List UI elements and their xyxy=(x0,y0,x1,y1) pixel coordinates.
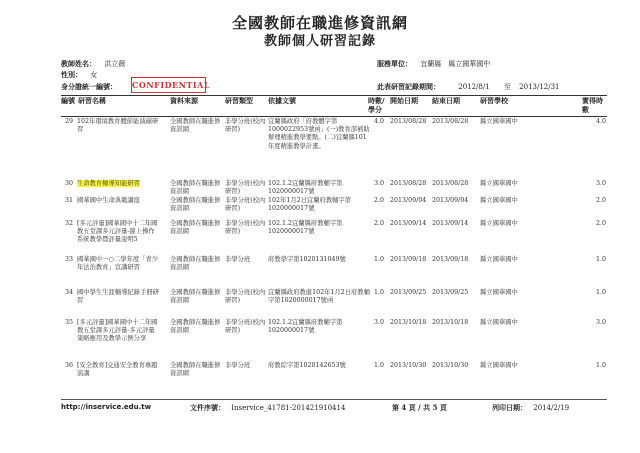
cell-end: 2013/09/25 xyxy=(432,289,469,296)
cell-doc: 府教學字第1020131049號 xyxy=(268,256,346,263)
cell-no: 34 xyxy=(64,289,73,296)
gender-value: 女 xyxy=(90,71,98,79)
cell-hours: 3.0 xyxy=(373,319,384,326)
cell-doc: 宜蘭縣政府教處102年1月2日府教輔字第1020000017號函 xyxy=(268,289,370,305)
footer-url: http://inservice.edu.tw xyxy=(61,403,152,411)
cell-no: 35 xyxy=(64,319,73,326)
col-header-name: 研習名稱 xyxy=(78,97,106,105)
cell-hours: 1.0 xyxy=(373,256,384,263)
unit-line xyxy=(377,59,490,69)
cell-hours: 2.0 xyxy=(373,220,384,227)
col-header-source: 資料來源 xyxy=(170,97,198,105)
cell-earned: 1.0 xyxy=(595,256,606,263)
cell-no: 32 xyxy=(64,220,73,227)
cell-name xyxy=(77,180,159,188)
cell-doc: 102年1月2日宜蘭府教輔字第1020000017號 xyxy=(268,197,352,213)
cell-name: 102年環境教育體節能減碳研習 xyxy=(77,118,159,134)
cell-type: 非學分班(校內研習) xyxy=(225,180,266,196)
col-header-school: 研習學校 xyxy=(480,97,508,105)
col-header-type: 研習類型 xyxy=(225,97,253,105)
cell-doc: 府教綜字第1020142653號 xyxy=(268,362,346,369)
cell-start: 2013/08/28 xyxy=(390,180,427,187)
footer-rule xyxy=(61,399,607,400)
confidential-stamp: CONFIDENTIAL xyxy=(131,77,206,93)
cell-doc: 102.1.2宜蘭縣府教輔字第1020000017號 xyxy=(268,319,343,335)
cell-type: 非學分班(校內研習) xyxy=(225,319,266,335)
cell-source: 全國教師在職進修資訊網 xyxy=(170,362,221,378)
doc-label: 文件序號： xyxy=(190,404,225,412)
period-start: 2012/8/1 xyxy=(458,83,490,91)
teacher-name: 洪立薇 xyxy=(104,60,126,68)
period-line xyxy=(377,82,560,92)
cell-school: 縣立國華國中 xyxy=(480,197,518,204)
unit-label: 服務單位： xyxy=(377,60,412,68)
col-header-earned: 實得時數 xyxy=(582,97,603,114)
cell-no: 33 xyxy=(64,256,73,263)
cell-school: 縣立國華國中 xyxy=(480,220,518,227)
cell-type: 非學分班(校內研習) xyxy=(225,289,266,305)
cell-school: 縣立國華國中 xyxy=(480,118,518,125)
col-header-end: 結束日期 xyxy=(432,97,460,105)
period-end: 2013/12/31 xyxy=(519,83,560,91)
highlighted-name: 生命教育輔導知能研習 xyxy=(77,180,140,187)
cell-doc: 宜蘭縣政府「府教體字第1000022953號函」(一)教育部補助辦理精進教學要點。(二)宜蘭縣101年度精進教學計畫。 xyxy=(268,118,370,150)
cell-end: 2013/09/04 xyxy=(432,197,469,204)
cell-name: 國華國中生命典範講座 xyxy=(77,197,140,204)
cell-name: 國華國中一○二學年度「青少年法治教育」宣講研習 xyxy=(77,256,159,272)
unit-value: 宜蘭縣 縣立國華國中 xyxy=(420,60,491,68)
col-header-hours: 時數/學分 xyxy=(368,97,385,114)
cell-no: 36 xyxy=(64,362,73,369)
print-date: 2014/2/19 xyxy=(533,404,570,412)
period-label: 此表研習記錄期間： xyxy=(377,83,440,91)
cell-type: 非學分班 xyxy=(225,256,251,263)
cell-hours: 1.0 xyxy=(373,289,384,296)
cell-end: 2013/08/28 xyxy=(432,118,469,125)
cell-no: 30 xyxy=(64,180,73,187)
cell-earned: 3.0 xyxy=(595,180,606,187)
cell-end: 2013/10/30 xyxy=(432,362,469,369)
cell-source: 全國教師在職進修資訊網 xyxy=(170,180,221,196)
cell-earned: 1.0 xyxy=(595,362,606,369)
cell-school: 縣立國華國中 xyxy=(480,289,518,296)
cell-start: 2013/09/25 xyxy=(390,289,427,296)
cell-source: 全國教師在職進修資訊網 xyxy=(170,118,221,134)
cell-name: 國中學生生涯輔導紀錄手冊研習 xyxy=(77,289,159,305)
cell-earned: 3.0 xyxy=(595,319,606,326)
cell-end: 2013/10/18 xyxy=(432,319,469,326)
cell-earned: 2.0 xyxy=(595,197,606,204)
page-indicator: 第 4 頁 / 共 5 頁 xyxy=(392,403,447,412)
cell-type: 非學分班(校內研習) xyxy=(225,197,266,213)
cell-name: [多元評量]國華國中十二年國教五堂課多元評量-線上操作系統教學暨評量說明5 xyxy=(77,220,158,244)
teacher-name-line xyxy=(61,59,125,69)
cell-earned: 2.0 xyxy=(595,220,606,227)
doc-number: Inservice_41781-201421910414 xyxy=(231,404,346,412)
cell-name: [多元評量]國華國中十二年國教五堂課多元評量-多元評量策略應用及教學示例分享 xyxy=(77,319,158,343)
cell-source: 全國教師在職進修資訊網 xyxy=(170,289,221,305)
cell-school: 縣立國華國中 xyxy=(480,180,518,187)
cell-end: 2013/08/28 xyxy=(432,180,469,187)
cell-school: 縣立國華國中 xyxy=(480,319,518,326)
cell-start: 2013/09/18 xyxy=(390,256,427,263)
cell-source: 全國教師在職進修資訊網 xyxy=(170,197,221,213)
cell-type: 非學分班 xyxy=(225,362,251,369)
period-to: 至 xyxy=(503,83,511,91)
gender-label: 性別： xyxy=(61,71,82,79)
cell-doc: 102.1.2宜蘭縣府教輔字第1020000017號 xyxy=(268,180,343,196)
cell-start: 2013/09/14 xyxy=(390,220,427,227)
cell-start: 2013/10/30 xyxy=(390,362,427,369)
cell-end: 2013/09/18 xyxy=(432,256,469,263)
col-header-no: 編號 xyxy=(61,97,75,105)
id-label: 身分證統一編號： xyxy=(61,83,117,91)
cell-earned: 4.0 xyxy=(595,118,606,125)
cell-hours: 4.0 xyxy=(373,118,384,125)
table-header-rule xyxy=(61,116,607,117)
id-line xyxy=(61,82,117,92)
footer-doc xyxy=(190,403,345,413)
cell-type: 非學分班(校內研習) xyxy=(225,118,266,134)
cell-no: 29 xyxy=(64,118,73,125)
teacher-name-label: 教師姓名： xyxy=(61,60,96,68)
cell-school: 縣立國華國中 xyxy=(480,362,518,369)
gender-line xyxy=(61,70,97,80)
print-label: 列印日期： xyxy=(492,404,527,412)
cell-no: 31 xyxy=(64,197,73,204)
footer-print xyxy=(492,403,569,413)
cell-start: 2013/08/28 xyxy=(390,118,427,125)
cell-hours: 1.0 xyxy=(373,362,384,369)
cell-source: 全國教師在職進修資訊網 xyxy=(170,319,221,335)
page-title: 全國教師在職進修資訊網 xyxy=(231,14,408,32)
cell-start: 2013/09/04 xyxy=(390,197,427,204)
cell-type: 非學分班(校內研習) xyxy=(225,220,266,236)
cell-name: [安全教育]交通安全教育專題演講 xyxy=(77,362,158,378)
cell-start: 2013/10/18 xyxy=(390,319,427,326)
table-top-rule xyxy=(61,95,607,96)
cell-end: 2013/09/14 xyxy=(432,220,469,227)
cell-earned: 1.0 xyxy=(595,289,606,296)
cell-source: 全國教師在職進修資訊網 xyxy=(170,256,221,272)
col-header-start: 開始日期 xyxy=(390,97,418,105)
col-header-doc: 依據文號 xyxy=(268,97,296,105)
cell-school: 縣立國華國中 xyxy=(480,256,518,263)
cell-hours: 2.0 xyxy=(373,197,384,204)
cell-doc: 102.1.2宜蘭縣府教輔字第1020000017號 xyxy=(268,220,343,236)
page-subtitle: 教師個人研習記錄 xyxy=(263,34,376,49)
cell-source: 全國教師在職進修資訊網 xyxy=(170,220,221,236)
cell-hours: 3.0 xyxy=(373,180,384,187)
